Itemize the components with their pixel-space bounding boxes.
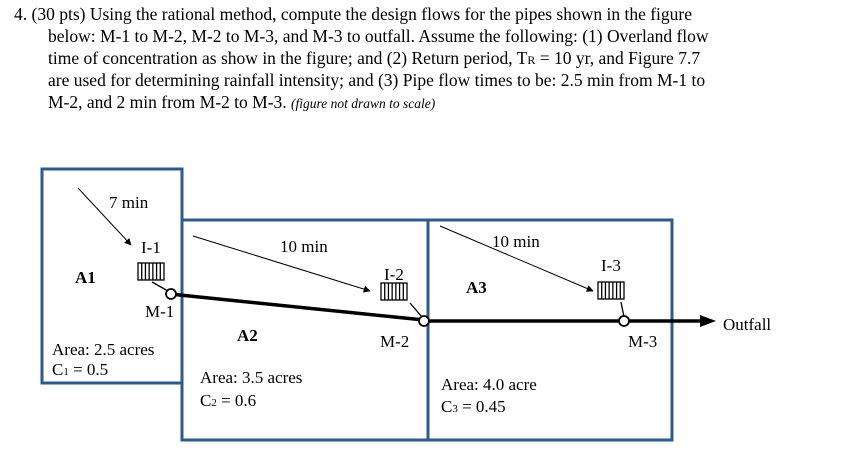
- runoff-coefficient-a1-value: = 0.5: [68, 360, 109, 379]
- area-label-a1: A1: [75, 268, 96, 287]
- inlet-grate-icon: [598, 282, 624, 299]
- outfall-arrowhead: [700, 315, 716, 327]
- problem-line-5-text: M-2, and 2 min from M-2 to M-3.: [48, 92, 287, 112]
- manhole-label-m1: M-1: [145, 302, 175, 321]
- runoff-coefficient-a2-value: = 0.6: [216, 391, 257, 410]
- manhole-m1: [166, 289, 176, 299]
- return-period-text: = 10 yr, and Figure 7.7: [535, 48, 701, 68]
- inlet-connector-2: [410, 303, 422, 317]
- outfall-label: Outfall: [723, 315, 772, 334]
- runoff-coefficient-a3-symbol: C: [441, 397, 453, 416]
- runoff-coefficient-a1-subscript: 1: [63, 366, 69, 378]
- runoff-coefficient-a1-symbol: C: [52, 360, 64, 379]
- area-label-a3: A3: [466, 278, 487, 297]
- runoff-coefficient-a2-symbol: C: [200, 391, 212, 410]
- inlet-label-i2: I-2: [384, 265, 404, 284]
- runoff-coefficient-a2: [200, 391, 256, 410]
- inlet-connector-3: [621, 302, 624, 317]
- runoff-coefficient-a3-subscript: 3: [452, 403, 458, 415]
- inlet-label-i1: I-1: [141, 238, 161, 257]
- area-size-a1: Area: 2.5 acres: [52, 340, 155, 359]
- manhole-label-m3: M-3: [628, 332, 658, 351]
- inlet-label-i3: I-3: [601, 256, 621, 275]
- scale-note: (figure not drawn to scale): [291, 96, 436, 111]
- inlet-connector-1: [152, 282, 168, 291]
- inlet-grate-icon: [138, 263, 164, 280]
- runoff-coefficient-a2-subscript: 2: [211, 397, 217, 409]
- time-label-a2: 10 min: [280, 237, 328, 256]
- runoff-coefficient-a1: [52, 360, 108, 379]
- problem-line-3-text: time of concentration as show in the figure; and (2) Return period, T: [48, 48, 528, 68]
- area-label-a2: A2: [237, 326, 258, 345]
- runoff-coefficient-a3-value: = 0.45: [457, 397, 506, 416]
- runoff-coefficient-a3: [441, 397, 506, 416]
- inlet-grate-icon: [381, 283, 407, 300]
- problem-line-4: are used for determining rainfall intensity; and (3) Pipe flow times to be: 2.5 min from M-1 to: [48, 70, 706, 90]
- manhole-label-m2: M-2: [380, 332, 410, 351]
- manhole-m2: [419, 316, 429, 326]
- return-period-subscript: R: [527, 53, 536, 67]
- problem-line-1: 4. (30 pts) Using the rational method, compute the design flows for the pipes shown in the figure: [14, 4, 692, 24]
- time-label-a3: 10 min: [492, 232, 540, 251]
- area-size-a2: Area: 3.5 acres: [200, 368, 303, 387]
- problem-line-2: below: M-1 to M-2, M-2 to M-3, and M-3 to outfall. Assume the following: (1) Overland flow: [48, 26, 709, 46]
- area-size-a3: Area: 4.0 acre: [441, 375, 537, 394]
- manhole-m3: [619, 316, 629, 326]
- time-label-a1: 7 min: [109, 193, 149, 212]
